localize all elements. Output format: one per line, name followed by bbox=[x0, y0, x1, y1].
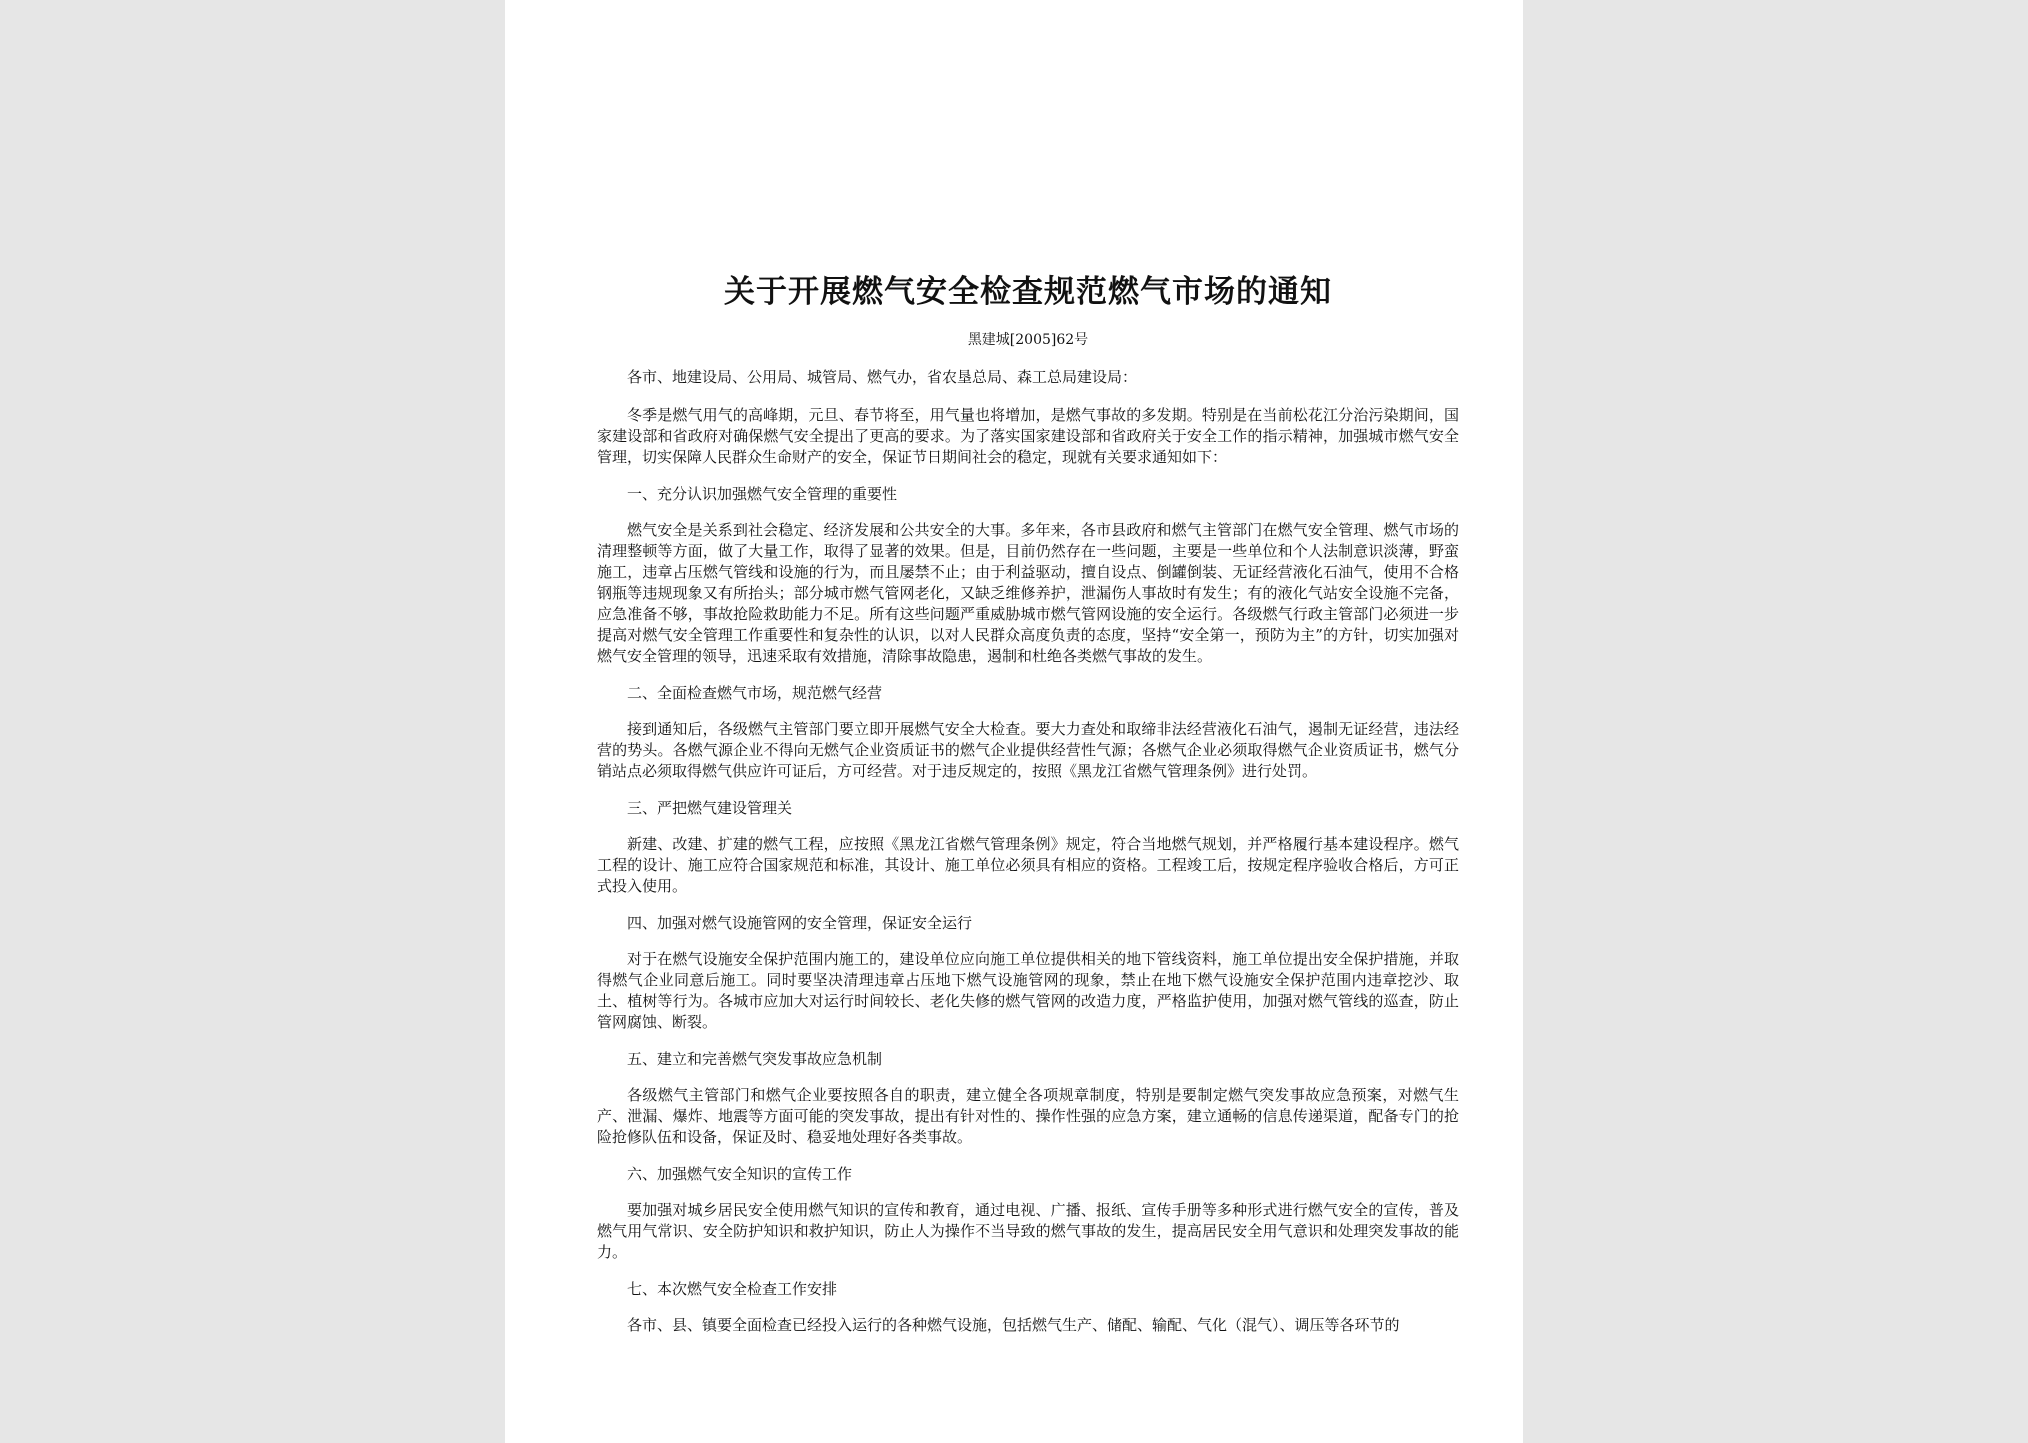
section-body: 新建、改建、扩建的燃气工程，应按照《黑龙江省燃气管理条例》规定，符合当地燃气规划，并严格履行基本建设程序。燃气工程的设计、施工应符合国家规范和标准，其设计、施工单位必须具有相应的资格。工程竣工后，按规定程序验收合格后，方可正式投入使用。 bbox=[597, 835, 1459, 895]
section-body: 接到通知后，各级燃气主管部门要立即开展燃气安全大检查。要大力查处和取缔非法经营液化石油气，遏制无证经营，违法经营的势头。各燃气源企业不得向无燃气企业资质证书的燃气企业提供经营性气源；各燃气企业必须取得燃气企业资质证书，燃气分销站点必须取得燃气供应许可证后，方可经营。对于违反规定的，按照《黑龙江省燃气管理条例》进行处罚。 bbox=[597, 720, 1459, 780]
section-body: 燃气安全是关系到社会稳定、经济发展和公共安全的大事。多年来，各市县政府和燃气主管部门在燃气安全管理、燃气市场的清理整顿等方面，做了大量工作，取得了显著的效果。但是，目前仍然存在一些问题，主要是一些单位和个人法制意识淡薄，野蛮施工，违章占压燃气管线和设施的行为，而且屡禁不止；由于利益驱动，擅自设点、倒罐倒装、无证经营液化石油气，使用不合格钢瓶等违规现象又有所抬头；部分城市燃气管网老化，又缺乏维修养护，泄漏伤人事故时有发生；有的液化气站安全设施不完备，应急准备不够，事故抢险救助能力不足。所有这些问题严重威胁城市燃气管网设施的安全运行。各级燃气行政主管部门必须进一步提高对燃气安全管理工作重要性和复杂性的认识，以对人民群众高度负责的态度，坚持“安全第一，预防为主”的方针，切实加强对燃气安全管理的领导，迅速采取有效措施，清除事故隐患，遏制和杜绝各类燃气事故的发生。 bbox=[597, 521, 1459, 665]
section-heading: 五、建立和完善燃气突发事故应急机制 bbox=[627, 1050, 883, 1068]
section-body: 对于在燃气设施安全保护范围内施工的，建设单位应向施工单位提供相关的地下管线资料，施工单位提出安全保护措施，并取得燃气企业同意后施工。同时要坚决清理违章占压地下燃气设施管网的现象，禁止在地下燃气设施安全保护范围内违章挖沙、取土、植树等行为。各城市应加大对运行时间较长、老化失修的燃气管网的改造力度，严格监护使用，加强对燃气管线的巡查，防止管网腐蚀、断裂。 bbox=[597, 950, 1459, 1031]
document-title: 关于开展燃气安全检查规范燃气市场的通知 bbox=[724, 274, 1332, 310]
section-heading: 六、加强燃气安全知识的宣传工作 bbox=[627, 1165, 853, 1183]
document-number: 黑建城[2005]62号 bbox=[967, 332, 1089, 348]
section-heading: 三、严把燃气建设管理关 bbox=[627, 799, 793, 817]
section-body: 各级燃气主管部门和燃气企业要按照各自的职责，建立健全各项规章制度，特别是要制定燃气突发事故应急预案，对燃气生产、泄漏、爆炸、地震等方面可能的突发事故，提出有针对性的、操作性强的应急方案，建立通畅的信息传递渠道，配备专门的抢险抢修队伍和设备，保证及时、稳妥地处理好各类事故。 bbox=[597, 1086, 1459, 1146]
section-4 bbox=[597, 913, 1459, 1033]
section-5 bbox=[597, 1049, 1459, 1148]
section-body: 要加强对城乡居民安全使用燃气知识的宣传和教育，通过电视、广播、报纸、宣传手册等多种形式进行燃气安全的宣传，普及燃气用气常识、安全防护知识和救护知识，防止人为操作不当导致的燃气事故的发生，提高居民安全用气意识和处理突发事故的能力。 bbox=[597, 1201, 1459, 1261]
section-3 bbox=[597, 798, 1459, 897]
section-body: 各市、县、镇要全面检查已经投入运行的各种燃气设施，包括燃气生产、储配、输配、气化（混气）、调压等各环节的 bbox=[627, 1316, 1400, 1334]
section-2 bbox=[597, 683, 1459, 782]
section-heading: 一、充分认识加强燃气安全管理的重要性 bbox=[627, 485, 898, 503]
section-heading: 二、全面检查燃气市场，规范燃气经营 bbox=[627, 684, 883, 702]
section-heading: 七、本次燃气安全检查工作安排 bbox=[627, 1280, 838, 1298]
section-7 bbox=[597, 1279, 1459, 1336]
intro-paragraph: 冬季是燃气用气的高峰期，元旦、春节将至，用气量也将增加，是燃气事故的多发期。特别是在当前松花江分治污染期间，国家建设部和省政府对确保燃气安全提出了更高的要求。为了落实国家建设部和省政府关于安全工作的指示精神，加强城市燃气安全管理，切实保障人民群众生命财产的安全，保证节日期间社会的稳定，现就有关要求通知如下： bbox=[597, 406, 1459, 466]
section-heading: 四、加强对燃气设施管网的安全管理，保证安全运行 bbox=[627, 914, 973, 932]
document-page bbox=[505, 0, 1523, 1443]
section-1 bbox=[597, 484, 1459, 667]
addressee-line: 各市、地建设局、公用局、城管局、燃气办，省农垦总局、森工总局建设局： bbox=[627, 368, 1138, 386]
section-6 bbox=[597, 1164, 1459, 1263]
